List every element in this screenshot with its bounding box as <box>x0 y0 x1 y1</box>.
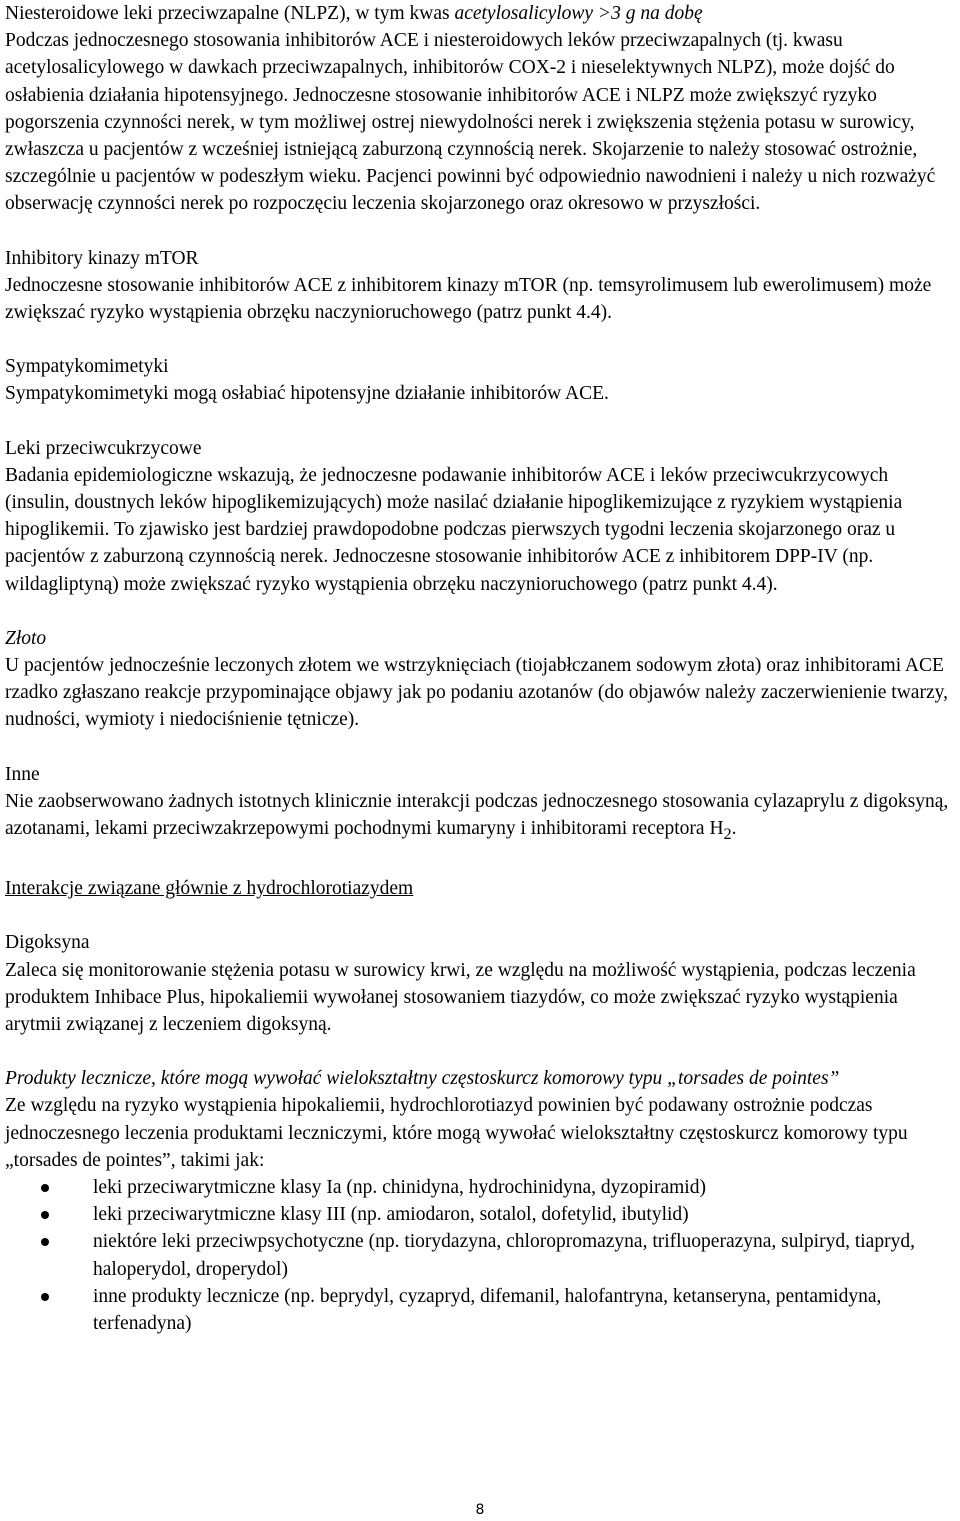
gold-heading: Złoto <box>5 627 47 649</box>
digoxin-paragraph: Zaleca się monitorowanie stężenia potasu w surowicy krwi, ze względu na możliwość wystąpienia, podczas leczenia produktem Inhibace Plus, hipokaliemii wywołanej stosowaniem tiazydów, co może zwiększać ryzyko wystąpienia arytmii związanej z leczeniem digoksyną. <box>5 959 916 1035</box>
sympat-paragraph: Sympatykomimetyki mogą osłabiać hipotensyjne działanie inhibitorów ACE. <box>5 383 609 405</box>
torsades-drug-list <box>5 1174 955 1337</box>
list-item <box>5 1283 955 1337</box>
other-paragraph-end: . <box>731 818 737 840</box>
torsades-paragraph: Ze względu na ryzyko wystąpienia hipokaliemii, hydrochlorotiazyd powinien być podawany ostrożnie podczas jednoczesnego leczenia produktami leczniczymi, które mogą wywołać wielokształtny częstoskurcz komorowy typu „torsades de pointes”, takimi jak: <box>5 1095 908 1171</box>
gold-paragraph: U pacjentów jednocześnie leczonych złotem we wstrzyknięciach (tiojabłczanem sodowym złota) oraz inhibitorami ACE rzadko zgłaszano reakcje przypominające objawy jak po podaniu azotanów (do objawów należy zaczerwienienie twarzy, nudności, wymioty i niedociśnienie tętnicze). <box>5 655 948 731</box>
mtor-heading: Inhibitory kinazy mTOR <box>5 247 199 269</box>
subscript: 2 <box>723 824 732 843</box>
other-heading: Inne <box>5 763 40 785</box>
list-item <box>5 1228 955 1282</box>
document-page <box>5 0 955 1337</box>
bullet-icon <box>41 1293 49 1301</box>
nsaid-heading-italic: acetylosalicylowy >3 g na dobę <box>454 3 703 24</box>
mtor-paragraph: Jednoczesne stosowanie inhibitorów ACE z inhibitorem kinazy mTOR (np. temsyrolimusem lub ewerolimusem) może zwiększać ryzyko wystąpienia obrzęku naczynioruchowego (patrz punkt 4.4). <box>5 274 932 324</box>
bullet-icon <box>41 1184 49 1192</box>
bullet-icon <box>41 1238 49 1246</box>
torsades-heading: Produkty lecznicze, które mogą wywołać wielokształtny częstoskurcz komorowy typu „torsades de pointes” <box>5 1068 840 1090</box>
list-item-text: leki przeciwarytmiczne klasy III (np. amiodaron, sotalol, dofetylid, ibutylid) <box>93 1204 689 1226</box>
digoxin-heading: Digoksyna <box>5 932 90 954</box>
nsaid-paragraph: Podczas jednoczesnego stosowania inhibitorów ACE i niesteroidowych leków przeciwzapalnych (tj. kwasu acetylosalicylowego w dawkach przeciwzapalnych, inhibitorów COX-2 i nieselektywnych NLPZ), może dojść do osłabienia działania hipotensyjnego. Jednoczesne stosowanie inhibitorów ACE i NLPZ może zwiększyć ryzyko pogorszenia czynności nerek, w tym możliwej ostrej niewydolności nerek i zwiększenia stężenia potasu w surowicy, zwłaszcza u pacjentów z wcześniej istniejącą zaburzoną czynnością nerek. Skojarzenie to należy stosować ostrożnie, szczególnie u pacjentów w podeszłym wieku. Pacjenci powinni być odpowiednio nawodnieni i należy u nich rozważyć obserwację czynności nerek po rozpoczęciu leczenia skojarzonego oraz okresowo w przyszłości. <box>5 30 936 215</box>
hctz-section-heading: Interakcje związane głównie z hydrochlorotiazydem <box>5 878 414 900</box>
list-item <box>5 1174 955 1201</box>
page-number: 8 <box>475 1502 485 1518</box>
nsaid-heading-text: Niesteroidowe leki przeciwzapalne (NLPZ), w tym kwas <box>5 3 455 24</box>
list-item-text: niektóre leki przeciwpsychotyczne (np. tiorydazyna, chloropromazyna, trifluoperazyna, sulpiryd, tiapryd, haloperydol, droperydol) <box>93 1231 915 1280</box>
bullet-icon <box>41 1211 49 1219</box>
antidiab-paragraph: Badania epidemiologiczne wskazują, że jednoczesne podawanie inhibitorów ACE i leków przeciwcukrzycowych (insulin, doustnych leków hipoglikemizujących) może nasilać działanie hipoglikemizujące z ryzykiem wystąpienia hipoglikemii. To zjawisko jest bardziej prawdopodobne podczas pierwszych tygodni leczenia skojarzonego oraz u pacjentów z zaburzoną czynnością nerek. Jednoczesne stosowanie inhibitorów ACE z inhibitorem DPP-IV (np. wildagliptyną) może zwiększać ryzyko wystąpienia obrzęku naczynioruchowego (patrz punkt 4.4). <box>5 464 903 595</box>
antidiab-heading: Leki przeciwcukrzycowe <box>5 437 202 459</box>
other-paragraph-text: Nie zaobserwowano żadnych istotnych klinicznie interakcji podczas jednoczesnego stosowania cylazaprylu z digoksyną, azotanami, lekami przeciwzakrzepowymi pochodnymi kumaryny i inhibitorami receptora H <box>5 790 949 840</box>
list-item <box>5 1201 955 1228</box>
other-paragraph <box>5 788 955 848</box>
list-item-text: inne produkty lecznicze (np. beprydyl, cyzapryd, difemanil, halofantryna, ketanseryna, pentamidyna, terfenadyna) <box>93 1285 882 1335</box>
list-item-text: leki przeciwarytmiczne klasy Ia (np. chinidyna, hydrochinidyna, dyzopiramid) <box>93 1177 706 1198</box>
sympat-heading: Sympatykomimetyki <box>5 356 169 378</box>
nsaid-heading <box>5 0 955 27</box>
